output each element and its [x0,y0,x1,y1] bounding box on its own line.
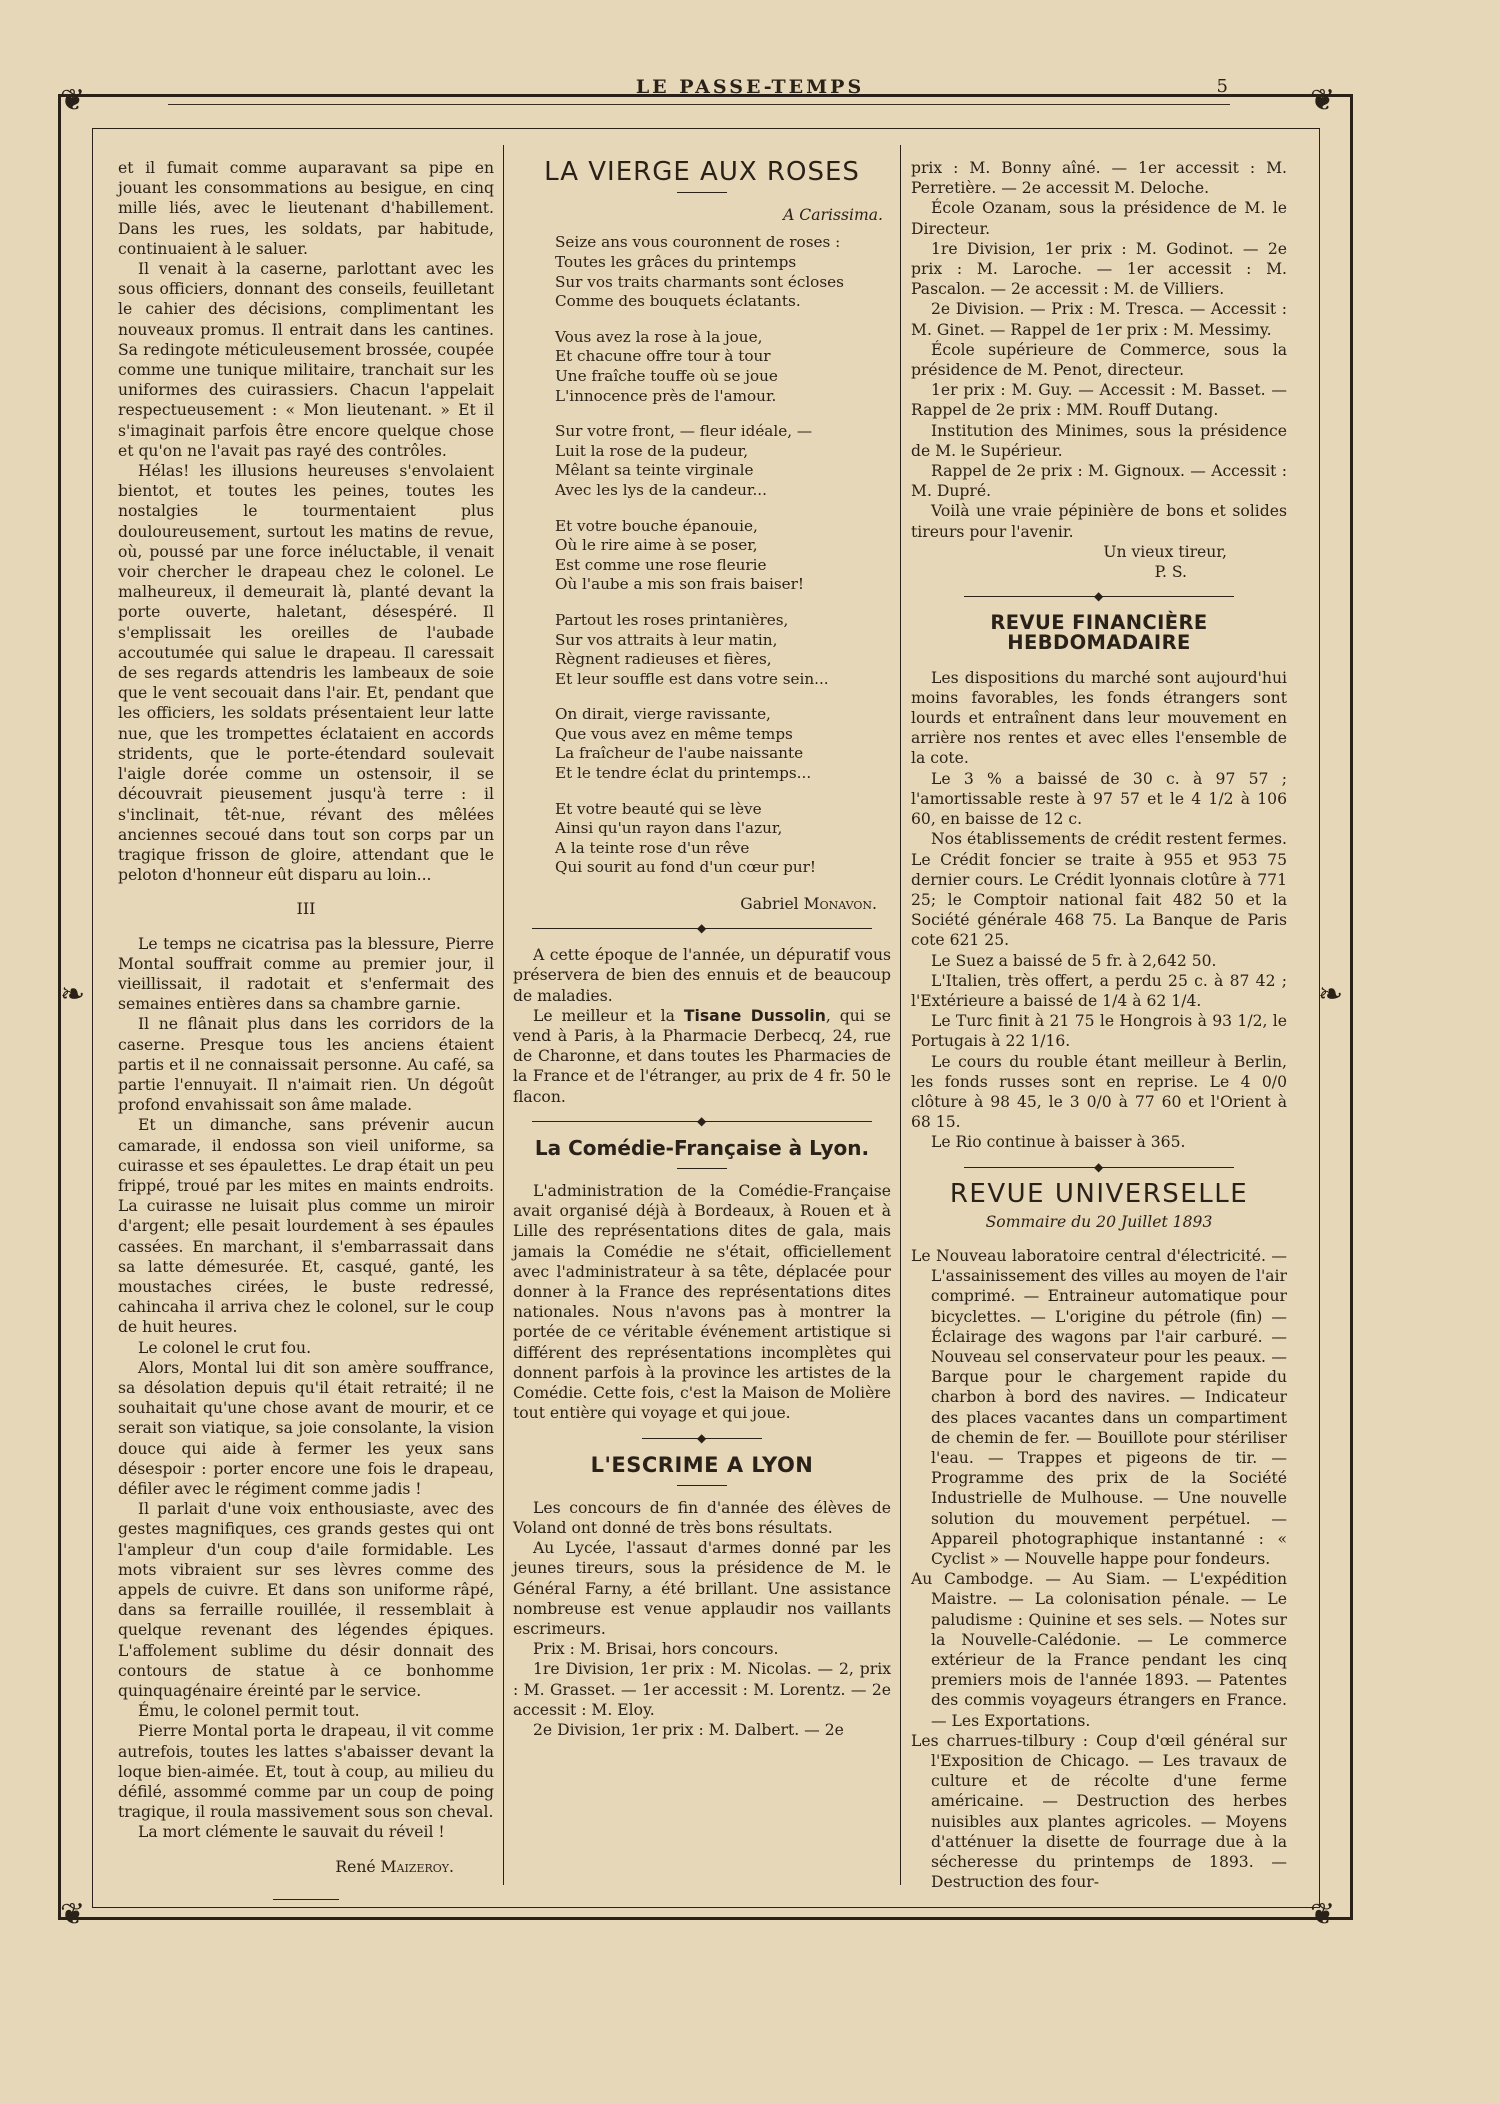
article-paragraph: Le cours du rouble étant meilleur à Berlin, les fonds russes sont en reprise. Le 4 0/0 clôture à 98 45, le 3 0/0 à 77 60 et l'Orient à 68 15. [911,1052,1287,1132]
poem-line: On dirait, vierge ravissante, [555,705,771,724]
section-divider: ◆ [642,1438,762,1439]
title-rule [677,1485,727,1486]
poem-line: Est comme une rose fleurie [555,555,767,574]
article-title: L'ESCRIME A LYON [590,1452,814,1477]
article-paragraph: Les dispositions du marché sont aujourd'hui moins favorables, les fonds étrangers sont lourds et entraînent dans leur mouvement en arrière nos rentes et avec elles l'ensemble de la cote. [911,668,1287,768]
advert-paragraph: A cette époque de l'année, un dépuratif vous préservera de bien des ennuis et de beaucoup de maladies. [513,946,891,1005]
article-paragraph: Prix : M. Brisai, hors concours. [533,1640,779,1659]
author-signature: René Maizeroy. [335,1857,454,1876]
poem-line: Et leur souffle est dans votre sein... [555,669,829,688]
column-3 [911,158,1287,1892]
poem-stanza [555,328,891,406]
poem-stanza [555,705,891,783]
poem-line: Une fraîche touffe où se joue [555,366,778,385]
article-paragraph: École supérieure de Commerce, sous la présidence de M. Penot, directeur. [911,340,1287,380]
poem-line: Sur vos traits charmants sont écloses [555,272,844,291]
article-paragraph: Le Rio continue à baisser à 365. [931,1133,1186,1152]
poem-line: Sur vos attraits à leur matin, [555,630,778,649]
poem-line: Toutes les grâces du printemps [555,253,797,271]
article-paragraph: Au Cambodge. — Au Siam. — L'expédition Maistre. — La colonisation pénale. — Le paludisme : Quinine et ses sels. — Notes sur la Nouvelle-Calédonie. — Le commerce extérieur de la France pendant les cinq premiers mois de l'année 1893. — Patentes des commis voyageurs étrangers en France. — Les Exportations. [911,1570,1287,1730]
story-paragraph: Ému, le colonel permit tout. [138,1702,360,1721]
poem-line: Ainsi qu'un rayon dans l'azur, [555,819,783,838]
story-paragraph: Pierre Montal porta le drapeau, il vit comme autrefois, toutes les lattes s'abaisser devant la loque bien-aimée. Et, tout à coup, au milieu du défilé, assommé comme par un coup de poing tragique, il roula massivement sous son cheval. [118,1722,494,1822]
advert-paragraph: Le meilleur et la Tisane Dussolin, qui se vend à Paris, à la Pharmacie Derbecq, 24, rue de Charonne, et dans toutes les Pharmacies de la France et de l'étranger, au prix de 4 fr. 50 le flacon. [513,1006,891,1106]
article-paragraph: Le 3 % a baissé de 30 c. à 97 57 ; l'amortissable reste à 97 57 et le 4 1/2 à 106 60, en baisse de 12 c. [911,769,1287,829]
poem-stanza [555,517,891,595]
poem-stanza [555,611,891,689]
story-paragraph: Hélas! les illusions heureuses s'envolaient bientot, et toutes les peines, toutes les nostalgies le tourmentaient plus douloureusement, surtout les matins de revue, où, poussé par une force inéluctable, il venait voir chercher le drapeau chez le colonel. Le malheureux, il demeurait là, planté devant la porte ouverte, haletant, désespéré. Il s'emplissait les oreilles de l'aubade accoutumée qui salue le drapeau. Il caressait de ses regards attendris les lambeaux de soie que le vent secouait dans l'air. Et, pendant que les officiers, les soldats présentaient leur latte nue, que les trompettes éclataient en accords stridents, que le porte-étendard soulevait l'aigle dorée comme un ostensoir, il se découvrait pieusement jusqu'à terre : il s'inclinait, têt-nue, révant des mêlées anciennes secoué dans tout son corps par un tragique frisson de gloire, attendant que le peloton d'honneur eût disparu au loin... [118,462,494,885]
article-paragraph: Voilà une vraie pépinière de bons et solides tireurs pour l'avenir. [911,502,1287,541]
poem-line: Seize ans vous couronnent de roses : [555,233,841,252]
poem-line: Avec les lys de la candeur... [555,480,767,499]
article-paragraph: Les concours de fin d'année des élèves de Voland ont donné de très bons résultats. [513,1498,891,1537]
section-divider: ◆ [532,928,872,929]
poem-signature: Gabriel Monavon. [740,895,877,914]
poem-line: Mêlant sa teinte virginale [555,461,754,480]
article-title: REVUE UNIVERSELLE [949,1178,1249,1209]
corner-ornament-icon: ❦ [60,83,86,118]
article-paragraph: École Ozanam, sous la présidence de M. le Directeur. [911,199,1287,238]
article-signature: P. S. [1154,563,1187,582]
article-paragraph: Rappel de 2e prix : M. Gignoux. — Accessit : M. Dupré. [911,462,1287,501]
article-paragraph: Le Nouveau laboratoire central d'électricité. — L'assainissement des villes au moyen de l'air comprimé. — Entraineur automatique pour bicyclettes. — L'origine du pétrole (fin) — Éclairage des wagons par l'air carburé. — Nouveau sel conservateur pour les peaux. — Barque pour le chargement rapide du charbon à bord des navires. — Indicateur des places vacantes dans un compartiment de chemin de fer. — Bouillote pour stériliser l'eau. — Trappes et pigeons de tir. — Programme des prix de la Société Industrielle de Mulhouse. — Une nouvelle solution du mouvement perpétuel. — Appareil photographique instantanné : « Cyclist » — Nouvelle happe pour fondeurs. [911,1246,1287,1568]
story-paragraph: La mort clémente le sauvait du réveil ! [138,1823,445,1842]
section-number: III [296,899,316,919]
corner-ornament-icon: ❦ [1310,1897,1336,1932]
story-paragraph: Le colonel le crut fou. [138,1338,312,1357]
poem-line: Qui sourit au fond d'un cœur pur! [555,858,816,877]
poem-line: Et chacune offre tour à tour [555,347,771,366]
article-paragraph: 2e Division. — Prix : M. Tresca. — Accessit : M. Ginet. — Rappel de 1er prix : M. Messimy. [911,300,1287,339]
poem-stanza [555,233,891,311]
poem-line: Et le tendre éclat du printemps... [555,764,812,783]
poem-dedication: A Carissima. [783,206,883,225]
poem-line: Règnent radieuses et fières, [555,650,772,669]
poem-line: La fraîcheur de l'aube naissante [555,744,804,763]
article-paragraph: L'Italien, très offert, a perdu 25 c. à 87 42 ; l'Extérieure a baissé de 1/4 à 62 1/4. [911,971,1287,1010]
article-subtitle: Sommaire du 20 Juillet 1893 [985,1212,1213,1231]
poem-stanza [555,800,891,878]
article-signature: Un vieux tireur, [1103,542,1227,561]
article-paragraph: prix : M. Bonny aîné. — 1er accessit : M. Perretière. — 2e accessit M. Deloche. [911,159,1287,198]
poem-body [513,233,891,878]
poem-title: LA VIERGE AUX ROSES [544,157,860,187]
column-2 [513,158,891,1740]
article-title: REVUE FINANCIÈRE HEBDOMADAIRE [990,611,1208,655]
poem-line: Et votre bouche épanouie, [555,516,758,535]
article-paragraph: Les charrues-tilbury : Coup d'œil général sur l'Exposition de Chicago. — Les travaux de culture et de récolte d'une ferme américaine. — Destruction des herbes nuisibles aux plantes agricoles. — Moyens d'atténuer la disette de fourrage due à la sécheresse du printemps de 1893. — Destruction des four- [911,1731,1287,1892]
story-paragraph: Et un dimanche, sans prévenir aucun camarade, il endossa son vieil uniforme, sa cuirasse et ses épaulettes. Le drap était un peu frippé, troué par les mites en maints endroits. La cuirasse ne luisait plus comme un miroir d'argent; elle pesait lourdement à ses épaules cassées. En marchant, il s'embarrassait dans sa latte démesurée. Et, casqué, ganté, les moustaches cirées, le buste redressé, cahincaha il arriva chez le colonel, sur le coup de huit heures. [118,1116,494,1337]
end-rule [273,1899,339,1900]
section-divider: ◆ [532,1121,872,1122]
article-paragraph: Institution des Minimes, sous la présidence de M. le Supérieur. [911,421,1287,460]
poem-line: Et votre beauté qui se lève [555,799,762,818]
section-divider: ◆ [964,596,1234,597]
side-ornament-icon: ❧ [60,977,86,1012]
side-ornament-icon: ❧ [1318,977,1344,1012]
article-paragraph: 1er prix : M. Guy. — Accessit : M. Basset. — Rappel de 2e prix : MM. Rouff Dutang. [911,381,1287,420]
poem-line: Où l'aube a mis son frais baiser! [555,575,804,594]
poem-line: Luit la rose de la pudeur, [555,441,749,460]
section-divider: ◆ [964,1167,1234,1168]
newspaper-title: LE PASSE-TEMPS [635,76,865,98]
article-title: La Comédie-Française à Lyon. [534,1135,870,1160]
article-paragraph: Au Lycée, l'assaut d'armes donné par les jeunes tireurs, sous la présidence de M. le Général Farny, a été brillant. Une assistance nombreuse est venue applaudir nos vaillants escrimeurs. [513,1539,891,1638]
poem-line: Vous avez la rose à la joue, [555,327,763,346]
column-1 [118,158,494,1900]
article-paragraph: 2e Division, 1er prix : M. Dalbert. — 2e [533,1720,844,1739]
poem-line: A la teinte rose d'un rêve [555,838,750,857]
poem-line: Que vous avez en même temps [555,724,793,743]
story-paragraph: Il parlait d'une voix enthousiaste, avec des gestes magnifiques, ces grands gestes qui ont l'ampleur d'un coup d'aile formidable. Les mots vibraient sur ses lèvres comme des appels de cuivre. Et dans son uniforme râpé, dans sa ferraille rouillée, il ressemblait à quelque revenant des légendes épiques. L'affolement sublime du désir donnait des contours de statue à ce bonhomme quinquagénaire éreinté par le service. [118,1500,494,1701]
poem-line: Sur votre front, — fleur idéale, — [555,422,813,441]
column-divider [503,145,504,1885]
story-paragraph: Alors, Montal lui dit son amère souffrance, sa désolation depuis qu'il était retraité; il ne souhaitait qu'une chose avant de mourir, et ce serait son viatique, sa joie consolante, la vision douce qui aide à fermer les yeux sans désespoir : porter encore une fois le drapeau, défiler avec le régiment comme jadis ! [118,1358,494,1498]
poem-line: Comme des bouquets éclatants. [555,292,801,311]
article-paragraph: 1re Division, 1er prix : M. Nicolas. — 2, prix : M. Grasset. — 1er accessit : M. Lorentz. — 2e accessit : M. Eloy. [513,1660,891,1719]
title-rule [677,192,727,193]
poem-line: Où le rire aime à se poser, [555,536,758,555]
poem-line: L'innocence près de l'amour. [555,386,777,405]
story-paragraph: Le temps ne cicatrisa pas la blessure, Pierre Montal souffrait comme au premier jour, il vieillissait, il radotait et s'enfermait des semaines entières dans sa chambre garnie. [118,934,494,1014]
article-paragraph: Nos établissements de crédit restent fermes. Le Crédit foncier se traite à 955 et 953 75 dernier cours. Le Crédit lyonnais clotûre à 771 25; le Comptoir national fait 482 50 et la Société générale 468 75. La Banque de Paris cote 621 25. [911,830,1287,950]
poem-line: Partout les roses printanières, [555,610,789,629]
page-number: 5 [1216,76,1228,97]
article-paragraph: L'administration de la Comédie-Française avait organisé déjà à Bordeaux, à Rouen et à Lille des représentations dites de gala, mais jamais la Comédie ne s'était, officiellement avec l'administrateur à sa tête, déplacée pour donner à la France des représentations dites nationales. Nous n'avons pas à montrer la portée de ce véritable événement artistique si différent des représentations incomplètes qui donnent parfois à la province les artistes de la Comédie. Cette fois, c'est la Maison de Molière tout entière qui voyage et qui joue. [513,1182,891,1423]
story-paragraph: Il venait à la caserne, parlottant avec les sous officiers, donnant des conseils, feuilletant le cahier des décisions, complimentant les nouveaux promus. Il entrait dans les cantines. Sa redingote méticuleusement brossée, coupée comme une tunique militaire, tranchait sur les uniformes des cuirassiers. Chacun l'appelait respectueusement : « Mon lieutenant. » Et il s'imaginait parfois être encore quelque chose et qu'on ne l'avait pas rayé des contrôles. [118,260,494,460]
story-paragraph: et il fumait comme auparavant sa pipe en jouant les consommations au besigue, en cinq mille liés, avec le lieutenant d'habillement. Dans les rues, les soldats, par habitude, continuaient à le saluer. [118,159,494,258]
corner-ornament-icon: ❦ [60,1897,86,1932]
article-paragraph: Le Turc finit à 21 75 le Hongrois à 93 1/2, le Portugais à 22 1/16. [911,1012,1287,1051]
poem-stanza [555,422,891,500]
article-paragraph: 1re Division, 1er prix : M. Godinot. — 2e prix : M. Laroche. — 1er accessit : M. Pascalon. — 2e accessit : M. de Villiers. [911,239,1287,299]
title-rule [677,1168,727,1169]
story-paragraph: Il ne flânait plus dans les corridors de la caserne. Presque tous les anciens étaient partis et il ne connaissait personne. Au café, sa partie l'ennuyait. Il n'aimait rien. Un dégoût profond envahissait son âme malade. [118,1015,494,1115]
corner-ornament-icon: ❦ [1310,83,1336,118]
column-divider [900,145,901,1885]
article-paragraph: Le Suez a baissé de 5 fr. à 2,642 50. [931,951,1217,970]
